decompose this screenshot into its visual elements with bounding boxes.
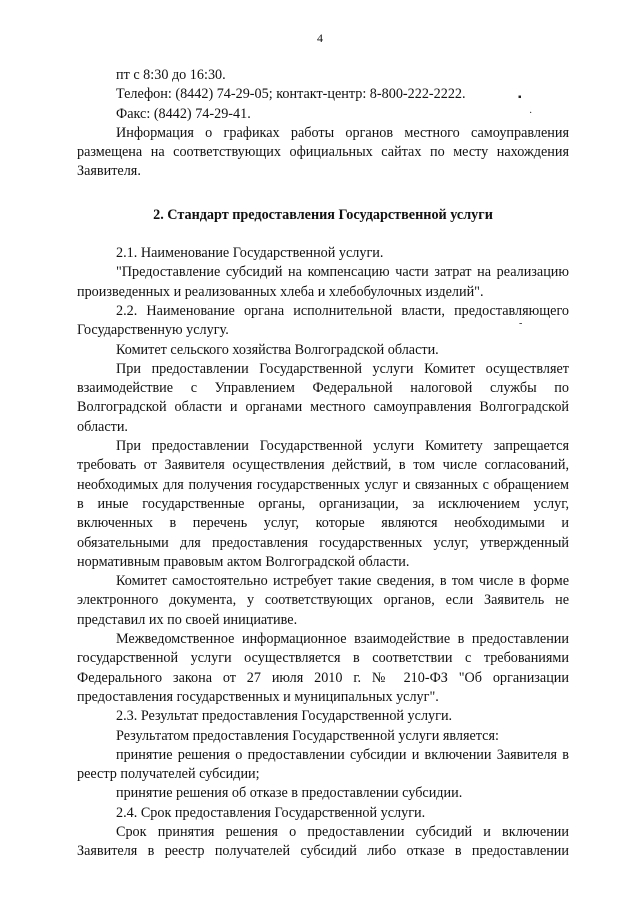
paragraph: принятие решения о предоставлении субсидии и включении Заявителя в реестр получателей субсидии; xyxy=(77,746,569,783)
paragraph: Результатом предоставления Государственной услуги является: xyxy=(116,727,499,744)
paragraph: 2.3. Результат предоставления Государственной услуги. xyxy=(116,708,453,725)
paragraph: принятие решения об отказе в предоставлении субсидии. xyxy=(116,785,463,802)
scan-mark: · xyxy=(529,108,533,119)
paragraph: "Предоставление субсидий на компенсацию части затрат на реализацию произведенных и реализованных хлеба и хлебобулочных изделий". xyxy=(77,264,569,300)
paragraph: При предоставлении Государственной услуги Комитету запрещается требовать от Заявителя осуществления действий, в том числе согласований, необходимых для получения государственных услуг и связанных с обращением в иные государственные органы, организации, за исключением услуг, включенных в перечень услуг, которые являются необходимыми и обязательными для предоставления государственных услуг, утвержденный нормативным правовым актом Волгоградской области. xyxy=(77,438,569,570)
contact-fax: Факс: (8442) 74-29-41. xyxy=(116,105,251,122)
page-number: 4 xyxy=(317,31,323,45)
paragraph: 2.1. Наименование Государственной услуги. xyxy=(116,245,384,262)
section-heading: 2. Стандарт предоставления Государственной услуги xyxy=(153,206,493,223)
document-body xyxy=(77,66,569,862)
contact-info: Информация о графиках работы органов местного самоуправления размещена на соответствующих официальных сайтах по месту нахождения Заявителя. xyxy=(77,124,569,180)
paragraph: При предоставлении Государственной услуги Комитет осуществляет взаимодействие с Управлением Федеральной налоговой службы по Волгоградской области и органами местного самоуправления Волгоградской области. xyxy=(77,360,569,435)
paragraph: Комитет самостоятельно истребует такие сведения, в том числе в форме электронного документа, у соответствующих органов, если Заявитель не представил их по своей инициативе. xyxy=(77,573,569,628)
contact-phone: Телефон: (8442) 74-29-05; контакт-центр: 8-800-222-2222. xyxy=(116,86,466,103)
paragraph: 2.2. Наименование органа исполнительной власти, предоставляющего Государственную услугу. xyxy=(77,302,569,339)
paragraph: Комитет сельского хозяйства Волгоградской области. xyxy=(116,341,439,358)
paragraph: Межведомственное информационное взаимодействие в предоставлении государственной услуги осуществляется в соответствии с требованиями Федерального закона от 27 июля 2010 г. № 210-ФЗ "Об организации предоставления государственных и муниципальных услуг". xyxy=(77,631,569,705)
scan-mark: - xyxy=(519,318,523,329)
paragraph: Срок принятия решения о предоставлении субсидий и включении Заявителя в реестр получателей субсидий либо отказе в предоставлении xyxy=(77,823,569,860)
contact-hours: пт с 8:30 до 16:30. xyxy=(116,67,226,83)
scan-mark: ▪ xyxy=(518,92,522,103)
paragraph: 2.4. Срок предоставления Государственной услуги. xyxy=(116,804,426,821)
